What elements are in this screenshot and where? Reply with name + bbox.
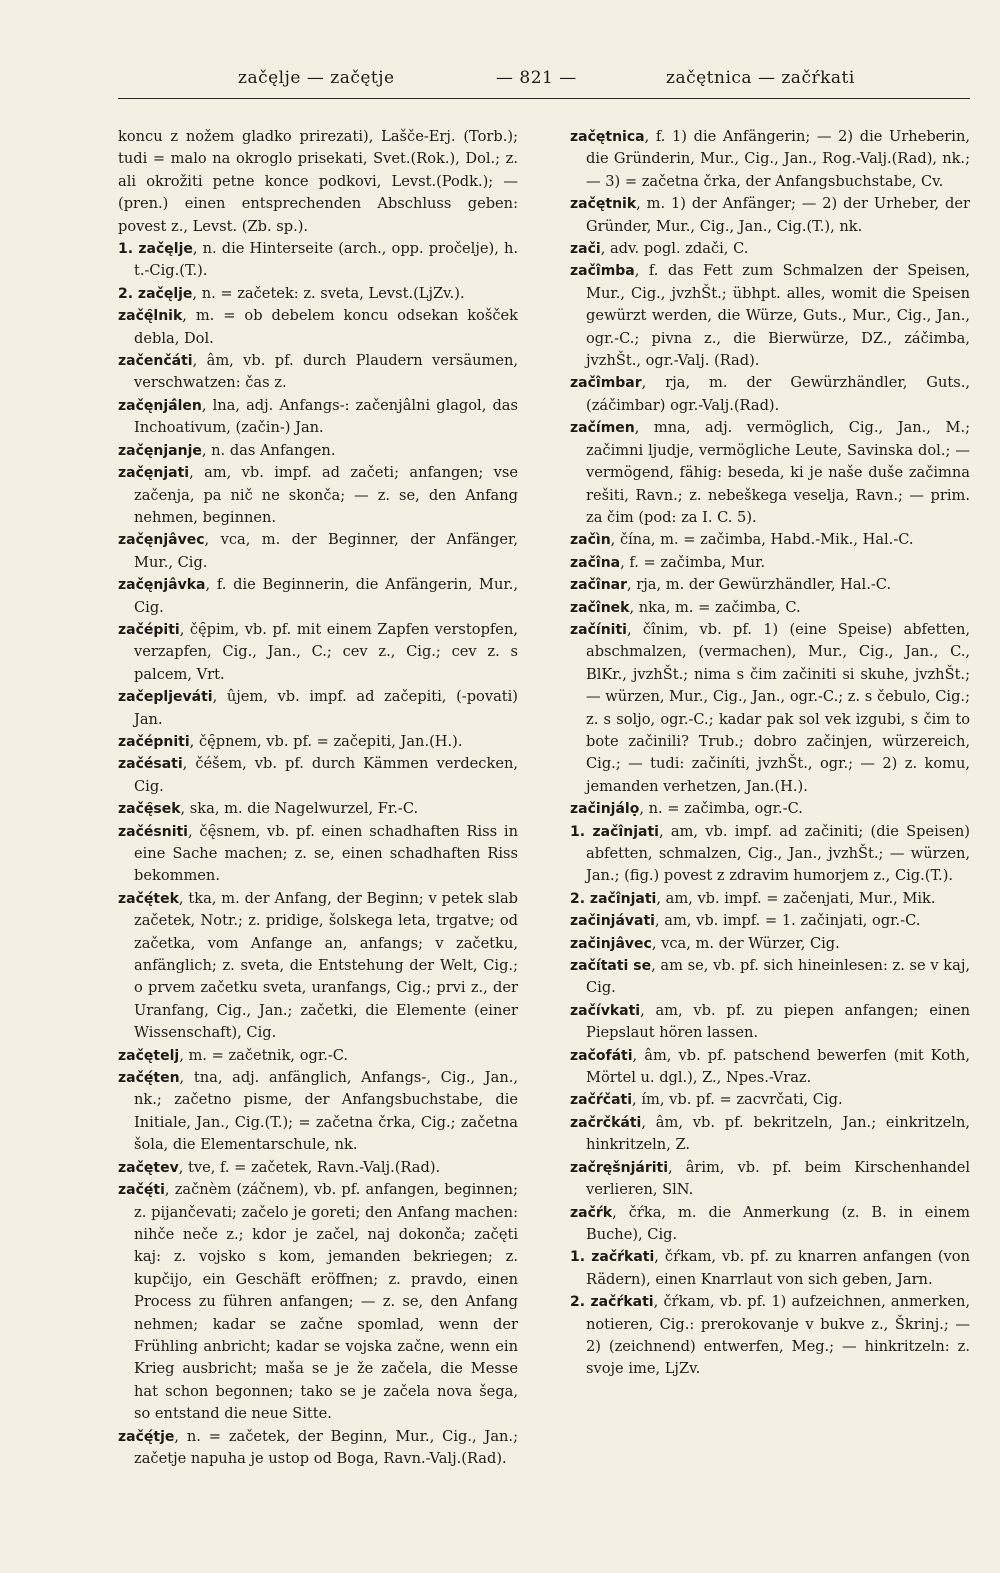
dictionary-entry: začę̑lnik, m. = ob debelem koncu odsekan košček debla, Dol. [118, 307, 518, 347]
dictionary-entry: začinjâvec, vca, m. der Würzer, Cig. [570, 934, 840, 952]
headword: začinjávati [570, 913, 655, 930]
headword: začę́ten [118, 1070, 180, 1087]
dictionary-entry: 1. začęlje, n. die Hinterseite (arch., opp. pročelje), h. t.-Cig.(T.). [118, 240, 518, 280]
dictionary-entry: 2. začînjati, am, vb. impf. = začenjati, Mur., Mik. [570, 889, 936, 907]
dictionary-entry: začépiti, čę̑pim, vb. pf. mit einem Zapfen verstopfen, verzapfen, Cig., Jan., C.; cev z., Cig.; cev z. s palcem, Vrt. [118, 620, 518, 683]
headword: začętelj [118, 1047, 180, 1064]
dictionary-entry: začęnjanje, n. das Anfangen. [118, 441, 336, 459]
headword: 2. začęlje [118, 285, 193, 302]
headword: 1. začînjati [570, 823, 659, 840]
dictionary-entry: začręšnjáriti, ârim, vb. pf. beim Kirschenhandel verlieren, SlN. [570, 1158, 970, 1199]
headword: začę̑lnik [118, 308, 183, 325]
dictionary-entry: začęnjati, am, vb. impf. ad začeti; anfangen; vse začenja, pa nič ne skonča; — z. se, den Anfang nehmen, beginnen. [118, 464, 518, 526]
dictionary-entry: začę́ti, začnèm (záčnem), vb. pf. anfangen, beginnen; z. pijančevati; začelo je goreti; den Anfang machen: nihče neče z.; kdor je začel, naj dokonča; začęti kaj: z. vojsko s kom, jemanden bekriegen; z. kupčijo, ein Geschäft eröffnen; z. pravdo, einen Process zu führen anfangen; — z. se, den Anfang nehmen; kadar se začne spomlad, wenn der Frühling anbricht; kadar se vojska začne, wenn ein Krieg ausbricht; maša se je že začela, die Messe hat schon begonnen; tako se je začela nova šega, so entstand die neue Sitte. [118, 1181, 518, 1423]
headword: začîmba [570, 263, 635, 280]
headword: začę́ti [118, 1182, 165, 1199]
dictionary-entry: začînar, rja, m. der Gewürzhändler, Hal.-C. [570, 576, 892, 594]
headword: začenčáti [118, 353, 193, 370]
headword: začîmbar [570, 375, 642, 392]
headword: zači [570, 241, 601, 258]
headword: začę́tek [118, 890, 179, 907]
headword: začęnjá̑len [118, 397, 202, 414]
dictionary-entry: začinjálọ, n. = začimba, ogr.-C. [570, 800, 803, 818]
headword: začinjálọ [570, 801, 640, 818]
dictionary-entry: začęnjâvec, vca, m. der Beginner, der Anfänger, Mur., Cig. [118, 531, 518, 571]
dictionary-entry: začofáti, âm, vb. pf. patschend bewerfen (mit Koth, Mörtel u. dgl.), Z., Npes.-Vraz. [570, 1046, 970, 1087]
dictionary-entry: zači, adv. pogl. zdači, C. [570, 240, 749, 258]
dictionary-entry: začę̑sek, ska, m. die Nagelwurzel, Fr.-C. [118, 800, 419, 818]
dictionary-entry: 1. začînjati, am, vb. impf. ad začiniti; (die Speisen) abfetten, schmalzen, Cig., Jan., jvzhŠt.; — würzen, Jan.; (fig.) povest z zdravim humorjem z., Cig.(T.). [570, 822, 970, 885]
headword: začę̑sek [118, 801, 181, 818]
headword: začŕčati [570, 1092, 633, 1109]
dictionary-entry: začîmbar, rja, m. der Gewürzhändler, Guts., (záčimbar) ogr.-Valj.(Rad). [570, 374, 970, 414]
dictionary-entry: koncu z nožem gladko prirezati), Lašče-Erj. (Torb.); tudi = malo na okroglo prisekati, Svet.(Rok.), Dol.; z. ali okrožiti petne konce podkovi, Levst.(Podk.); — (pren.) einen entsprechenden Abschluss geben: povest z., Levst. (Zb. sp.). [118, 128, 518, 235]
dictionary-entry: začŕk, čŕka, m. die Anmerkung (z. B. in einem Buche), Cig. [570, 1203, 970, 1243]
headword: začofáti [570, 1047, 633, 1064]
headword: začîna [570, 554, 621, 571]
headword: 1. začŕkati [570, 1249, 655, 1266]
dictionary-entry: začętnik, m. 1) der Anfänger; — 2) der Urheber, der Gründer, Mur., Cig., Jan., Cig.(T.), nk. [570, 195, 970, 235]
left-column [118, 126, 518, 1470]
headword: 1. začęlje [118, 241, 193, 258]
dictionary-entry: začîmba, f. das Fett zum Schmalzen der Speisen, Mur., Cig., jvzhŠt.; übhpt. alles, womit die Speisen gewürzt werden, die Würze, Guts., Mur., Cig., Jan., ogr.-C.; pivna z., die Bierwürze, DZ., záčimba, jvzhŠt., ogr.-Valj. (Rad). [570, 262, 970, 370]
headword: začìn [570, 532, 611, 549]
dictionary-entry: začę́ten, tna, adj. anfänglich, Anfangs-, Cig., Jan., nk.; začetno pisme, der Anfangsbuchstabe, die Initiale, Jan., Cig.(T.); = začetna črka, Cig.; začetna šola, die Elementarschule, nk. [118, 1069, 518, 1154]
headword: začépniti [118, 733, 190, 750]
headword: začęnjâvka [118, 577, 206, 594]
headword: začętnica [570, 129, 645, 145]
dictionary-entry: začinjávati, am, vb. impf. = 1. začinjati, ogr.-C. [570, 912, 921, 930]
headword: 2. začŕkati [570, 1294, 654, 1311]
dictionary-entry: začînek, nka, m. = začimba, C. [570, 598, 801, 616]
dictionary-entry: začímen, mna, adj. vermöglich, Cig., Jan., M.; začimni ljudje, vermögliche Leute, Savinska dol.; — vermögend, fähig: beseda, ki je naše duše začimna rešiti, Ravn.; z. nebeškega veselja, Ravn.; — prim. za čim (pod: za I. C. 5). [570, 419, 970, 526]
dictionary-entry: začę́tek, tka, m. der Anfang, der Beginn; v petek slab začetek, Notr.; z. pridige, šolskega leta, trgatve; od začetka, vom Anfange an, anfangs; v začetku, anfänglich; z. sveta, die Entstehung der Welt, Cig.; o prvem začetku sveta, uranfangs, Cig.; prvi z., der Uranfang, Cig., Jan.; začetki, die Elemente (einer Wissenschaft), Cig. [118, 889, 518, 1042]
dictionary-entry: začętev, tve, f. = začetek, Ravn.-Valj.(Rad). [118, 1158, 441, 1176]
headword: začítati se [570, 958, 652, 975]
headword: začinjâvec [570, 935, 652, 952]
headword: začepljeváti [118, 689, 213, 706]
header-left-guide-words: začęlje — začętje [238, 68, 395, 88]
dictionary-entry: začepljeváti, ûjem, vb. impf. ad začepiti, (-povati) Jan. [118, 688, 518, 728]
header-right-guide-words: začętnica — začŕkati [666, 68, 855, 88]
headword: začépiti [118, 621, 180, 638]
dictionary-entry: začépniti, čę̑pnem, vb. pf. = začepiti, Jan.(H.). [118, 732, 463, 750]
headword: začęnjanje [118, 442, 202, 459]
headword: začímen [570, 420, 635, 437]
headword: začívkati [570, 1002, 641, 1019]
dictionary-entry: začenčáti, âm, vb. pf. durch Plaudern versäumen, verschwatzen: čas z. [118, 352, 518, 392]
dictionary-entry: začę́tje, n. = začetek, der Beginn, Mur., Cig., Jan.; začetje napuha je ustop od Boga, Ravn.-Valj.(Rad). [118, 1427, 518, 1467]
page-number: — 821 — [496, 68, 577, 88]
headword: začręšnjáriti [570, 1159, 669, 1176]
dictionary-entry: začęnjâvka, f. die Beginnerin, die Anfängerin, Mur., Cig. [118, 576, 518, 616]
headword: začętnik [570, 196, 637, 213]
dictionary-entry: začésniti, čę̑snem, vb. pf. einen schadhaften Riss in eine Sache machen; z. se, einen schadhaften Riss bekommen. [118, 822, 518, 885]
dictionary-entry: začésati, čéšem, vb. pf. durch Kämmen verdecken, Cig. [118, 755, 518, 795]
dictionary-entry: začŕčati, ím, vb. pf. = zacvrčati, Cig. [570, 1091, 843, 1109]
dictionary-entry: začęnjá̑len, lna, adj. Anfangs-: začenjâlni glagol, das Inchoativum, (začin-) Jan. [118, 396, 518, 437]
dictionary-entry: začítati se, am se, vb. pf. sich hineinlesen: z. se v kaj, Cig. [570, 957, 971, 997]
dictionary-entry: začìn, čína, m. = začimba, Habd.-Mik., Hal.-C. [570, 531, 914, 549]
dictionary-entry: 2. začŕkati, čŕkam, vb. pf. 1) aufzeichnen, anmerken, notieren, Cig.: prerokovanje v bukve z., Škrinj.; — 2) (zeichnend) entwerfen, Meg.; — hinkritzeln: z. svoje ime, LjZv. [570, 1293, 971, 1378]
headword: začíniti [570, 621, 627, 638]
right-column [570, 126, 970, 1381]
dictionary-entry: začîna, f. = začimba, Mur. [570, 553, 766, 571]
dictionary-entry: začętnica, f. 1) die Anfängerin; — 2) die Urheberin, die Gründerin, Mur., Cig., Jan., Rog.-Valj.(Rad), nk.; — 3) = začetna črka, der Anfangsbuchstabe, Cv. [570, 128, 970, 190]
headword: začęnjati [118, 465, 190, 482]
dictionary-entry: 1. začŕkati, čŕkam, vb. pf. zu knarren anfangen (von Rädern), einen Knarrlaut von sich geben, Jarn. [570, 1248, 970, 1288]
headword: začŕk [570, 1204, 613, 1221]
headword: začînek [570, 599, 630, 616]
headword: začętev [118, 1159, 179, 1176]
dictionary-entry: začętelj, m. = začetnik, ogr.-C. [118, 1046, 349, 1064]
headword: začésniti [118, 823, 188, 840]
headword: začę́tje [118, 1428, 175, 1445]
headword: začînar [570, 577, 628, 594]
headword: začésati [118, 756, 183, 773]
header-rule [118, 98, 970, 99]
dictionary-entry: začívkati, am, vb. pf. zu piepen anfangen; einen Piepslaut hören lassen. [570, 1001, 970, 1042]
headword: začęnjâvec [118, 532, 205, 549]
dictionary-entry: začrčkáti, âm, vb. pf. bekritzeln, Jan.; einkritzeln, hinkritzeln, Z. [570, 1113, 970, 1154]
headword: začrčkáti [570, 1114, 642, 1131]
dictionary-entry: 2. začęlje, n. = začetek: z. sveta, Levst.(LjZv.). [118, 284, 465, 302]
headword: 2. začînjati [570, 890, 657, 907]
running-head [118, 64, 968, 94]
dictionary-entry: začíniti, čînim, vb. pf. 1) (eine Speise) abfetten, abschmalzen, (vermachen), Mur., Cig., Jan., C., BlKr., jvzhŠt.; nima s čim začiniti si skuhe, jvzhŠt.; — würzen, Mur., Cig., Jan., ogr.-C.; z. s čebulo, Cig.; z. s soljo, ogr.-C.; kadar pak sol vek izgubi, s čim to bote začinili? Trub.; dobro začinjen, würzereich, Cig.; — tudi: začiníti, jvzhŠt., ogr.; — 2) z. komu, jemanden verhetzen, Jan.(H.). [570, 620, 970, 795]
